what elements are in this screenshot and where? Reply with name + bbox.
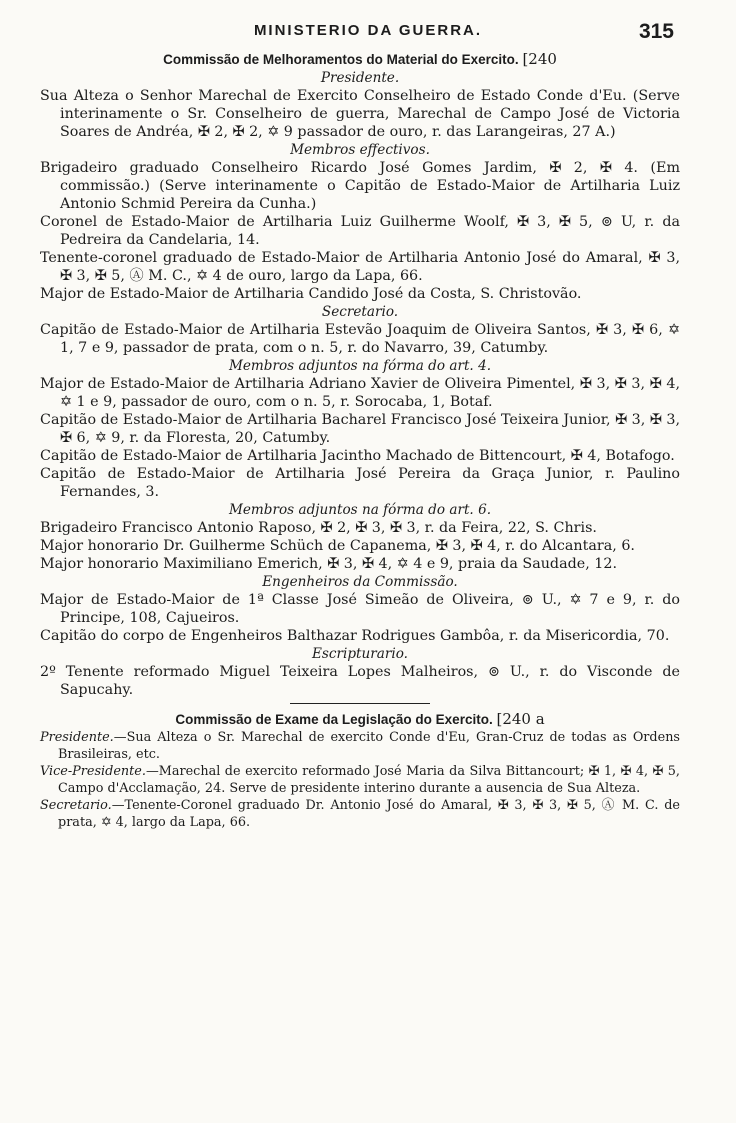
running-title: MINISTERIO DA GUERRA. xyxy=(253,22,483,39)
entry: Secretario.—Tenente-Coronel graduado Dr. Antonio José do Amaral, ✠ 3, ✠ 3, ✠ 5, Ⓐ M. C. de prata, ✡ 4, largo da Lapa, 66. xyxy=(40,798,680,830)
entry: Capitão de Estado-Maior de Artilharia Jacintho Machado de Bittencourt, ✠ 4, Botafogo. xyxy=(40,448,675,464)
entry: Major honorario Maximiliano Emerich, ✠ 3, ✠ 4, ✡ 4 e 9, praia da Saudade, 12. xyxy=(40,556,618,572)
role-label: Secretario. xyxy=(40,798,112,813)
entry: Presidente.—Sua Alteza o Sr. Marechal de exercito Conde d'Eu, Gran-Cruz de todas as Ordens Brasileiras, etc. xyxy=(40,730,680,762)
entry: Capitão de Estado-Maior de Artilharia Bacharel Francisco José Teixeira Junior, ✠ 3, ✠ 3, ✠ 6, ✡ 9, r. da Floresta, 20, Catumby. xyxy=(40,412,680,446)
commission-title: Commissão de Melhoramentos do Material do Exercito. [240 xyxy=(163,50,557,68)
section-heading: Presidente. xyxy=(320,70,400,86)
role-label: Presidente. xyxy=(40,730,114,745)
entry: Major de Estado-Maior de Artilharia Candido José da Costa, S. Christovão. xyxy=(40,286,582,302)
commission-title: Commissão de Exame da Legislação do Exercito. [240 a xyxy=(175,710,545,728)
entry: Capitão do corpo de Engenheiros Balthazar Rodrigues Gambôa, r. da Misericordia, 70. xyxy=(40,628,670,644)
entry: Brigadeiro Francisco Antonio Raposo, ✠ 2, ✠ 3, ✠ 3, r. da Feira, 22, S. Chris. xyxy=(40,520,597,536)
section-heading: Membros adjuntos na fórma do art. 4. xyxy=(228,358,492,374)
section-divider xyxy=(290,703,430,704)
entry: Major de Estado-Maior de 1ª Classe José Simeão de Oliveira, ⊚ U., ✡ 7 e 9, r. do Principe, 108, Cajueiros. xyxy=(40,592,680,626)
entry: Major honorario Dr. Guilherme Schüch de Capanema, ✠ 3, ✠ 4, r. do Alcantara, 6. xyxy=(40,538,635,554)
page-header xyxy=(0,22,736,46)
entry: 2º Tenente reformado Miguel Teixeira Lopes Malheiros, ⊚ U., r. do Visconde de Sapucahy. xyxy=(40,664,680,698)
section-heading: Escripturario. xyxy=(312,646,408,662)
entry: Major de Estado-Maior de Artilharia Adriano Xavier de Oliveira Pimentel, ✠ 3, ✠ 3, ✠ 4, ✡ 1 e 9, passador de ouro, com o n. 5, r. Sorocaba, 1, Botaf. xyxy=(40,376,680,410)
entry: Capitão de Estado-Maior de Artilharia José Pereira da Graça Junior, r. Paulino Fernandes, 3. xyxy=(40,466,680,500)
section-heading: Engenheiros da Commissão. xyxy=(262,574,458,590)
page-number: 315 xyxy=(638,20,674,43)
section-heading: Membros effectivos. xyxy=(290,142,430,158)
entry: Vice-Presidente.—Marechal de exercito reformado José Maria da Silva Bittancourt; ✠ 1, ✠ 4, ✠ 5, Campo d'Acclamação, 24. Serve de presidente interino durante a ausencia de Sua Alteza. xyxy=(40,764,680,796)
entry: Tenente-coronel graduado de Estado-Maior de Artilharia Antonio José do Amaral, ✠ 3, ✠ 3, ✠ 5, Ⓐ M. C., ✡ 4 de ouro, largo da Lapa, 66. xyxy=(40,250,680,284)
section-heading: Membros adjuntos na fórma do art. 6. xyxy=(228,502,492,518)
role-label: Vice-Presidente. xyxy=(40,764,146,779)
commission-ref: [240 xyxy=(522,50,557,68)
entry: Sua Alteza o Senhor Marechal de Exercito Conselheiro de Estado Conde d'Eu. (Serve interinamente o Sr. Conselheiro de guerra, Marechal de Campo José de Victoria Soares de Andréa, ✠ 2, ✠ 2, ✡ 9 passador de ouro, r. das Larangeiras, 27 A.) xyxy=(40,88,680,140)
entry: Coronel de Estado-Maior de Artilharia Luiz Guilherme Woolf, ✠ 3, ✠ 5, ⊚ U, r. da Pedreira da Candelaria, 14. xyxy=(40,214,680,248)
section-heading: Secretario. xyxy=(321,304,399,320)
commission-ref: [240 a xyxy=(496,710,545,728)
page-content xyxy=(40,50,680,831)
entry: Capitão de Estado-Maior de Artilharia Estevão Joaquim de Oliveira Santos, ✠ 3, ✠ 6, ✡ 1, 7 e 9, passador de prata, com o n. 5, r. do Navarro, 39, Catumby. xyxy=(40,322,680,356)
entry: Brigadeiro graduado Conselheiro Ricardo José Gomes Jardim, ✠ 2, ✠ 4. (Em commissão.) (Serve interinamente o Capitão de Estado-Maior de Artilharia Luiz Antonio Schmid Pereira da Cunha.) xyxy=(40,160,680,212)
